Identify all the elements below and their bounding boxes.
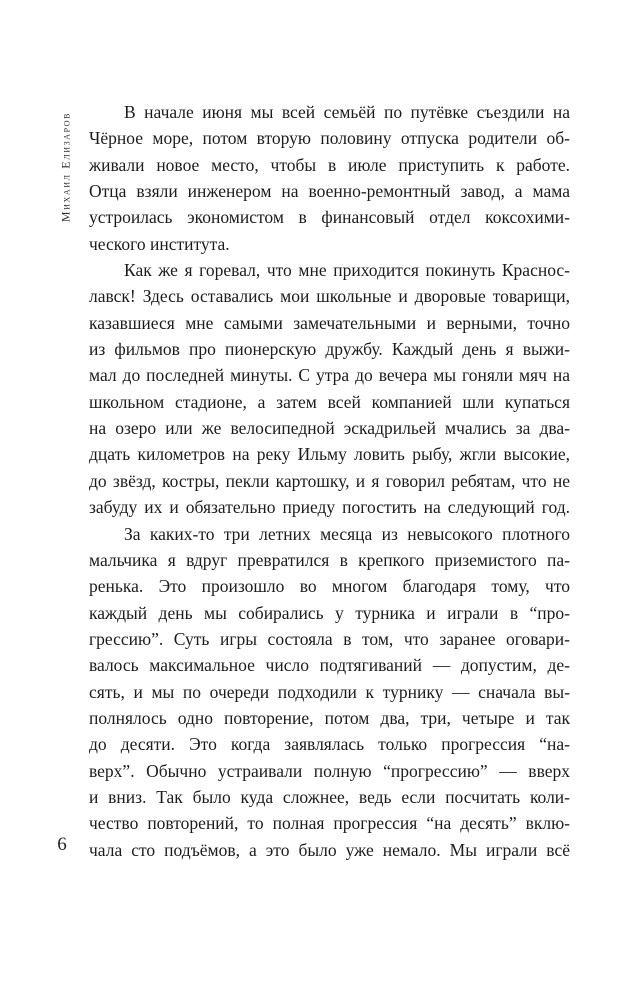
text-line: Отца взяли инженером на военно-ремонтный завод, а мама — [89, 181, 570, 202]
text-line: грессию”. Суть игры состояла в том, что заранее оговари- — [89, 628, 570, 649]
page-text-block — [89, 99, 570, 863]
text-line: на озеро или же велосипедной эскадрильей мчались за два- — [89, 418, 570, 439]
text-line: казавшиеся мне самыми замечательными и верными, точно — [89, 312, 570, 333]
text-line: Чёрное море, потом вторую половину отпуска родители об- — [89, 128, 570, 149]
text-line: мальчика я вдруг превратился в крепкого приземистого па- — [89, 549, 570, 570]
text-line: до звёзд, костры, пекли картошку, и я говорил ребятам, что не — [89, 470, 570, 491]
text-line: из фильмов про пионерскую дружбу. Каждый день я выжи- — [89, 339, 570, 360]
text-line: полнялось одно повторение, потом два, три, четыре и так — [89, 707, 570, 728]
text-line: живали новое место, чтобы в июле приступить к работе. — [89, 154, 570, 175]
text-line: валось максимальное число подтягиваний — допустим, де- — [89, 655, 570, 676]
text-line: В начале июня мы всей семьёй по путёвке съездили на — [124, 102, 570, 122]
text-line: каждый день мы собирались у турника и играли в “про- — [89, 602, 570, 623]
text-line: чество повторений, то полная прогрессия “на десять” вклю- — [89, 813, 570, 834]
text-line: чала сто подъёмов, а это было уже немало. Мы играли всё — [89, 839, 570, 860]
text-line: устроилась экономистом в финансовый отдел коксохими- — [89, 207, 570, 228]
text-line: лавск! Здесь оставались мои школьные и дворовые товарищи, — [89, 286, 570, 307]
text-line: верх”. Обычно устраивали полную “прогрессию” — вверх — [89, 760, 570, 781]
text-line: до десяти. Это когда заявлялась только прогрессия “на- — [89, 734, 570, 755]
text-line: ренька. Это произошло во многом благодаря тому, что — [89, 576, 570, 597]
text-line: За каких-то три летних месяца из невысокого плотного — [124, 523, 570, 544]
text-line: дцать километров на реку Ильму ловить рыбу, жгли высокие, — [89, 444, 570, 465]
text-line: и вниз. Так было куда сложнее, ведь если посчитать коли- — [89, 786, 570, 807]
text-line: забуду их и обязательно приеду погостить на следующий год. — [89, 497, 570, 518]
text-line: мал до последней минуты. С утра до вечера мы гоняли мяч на — [89, 365, 570, 386]
text-line: Как же я горевал, что мне приходится покинуть Краснос- — [124, 260, 570, 281]
page-number: 6 — [57, 834, 67, 855]
author-name-vertical: Михаил Елизаров — [58, 111, 73, 223]
text-line: сять, и мы по очереди подходили к турнику — сначала вы- — [89, 681, 570, 702]
text-line: школьном стадионе, а затем всей компанией шли купаться — [89, 391, 570, 412]
text-line: ческого института. — [89, 233, 230, 254]
